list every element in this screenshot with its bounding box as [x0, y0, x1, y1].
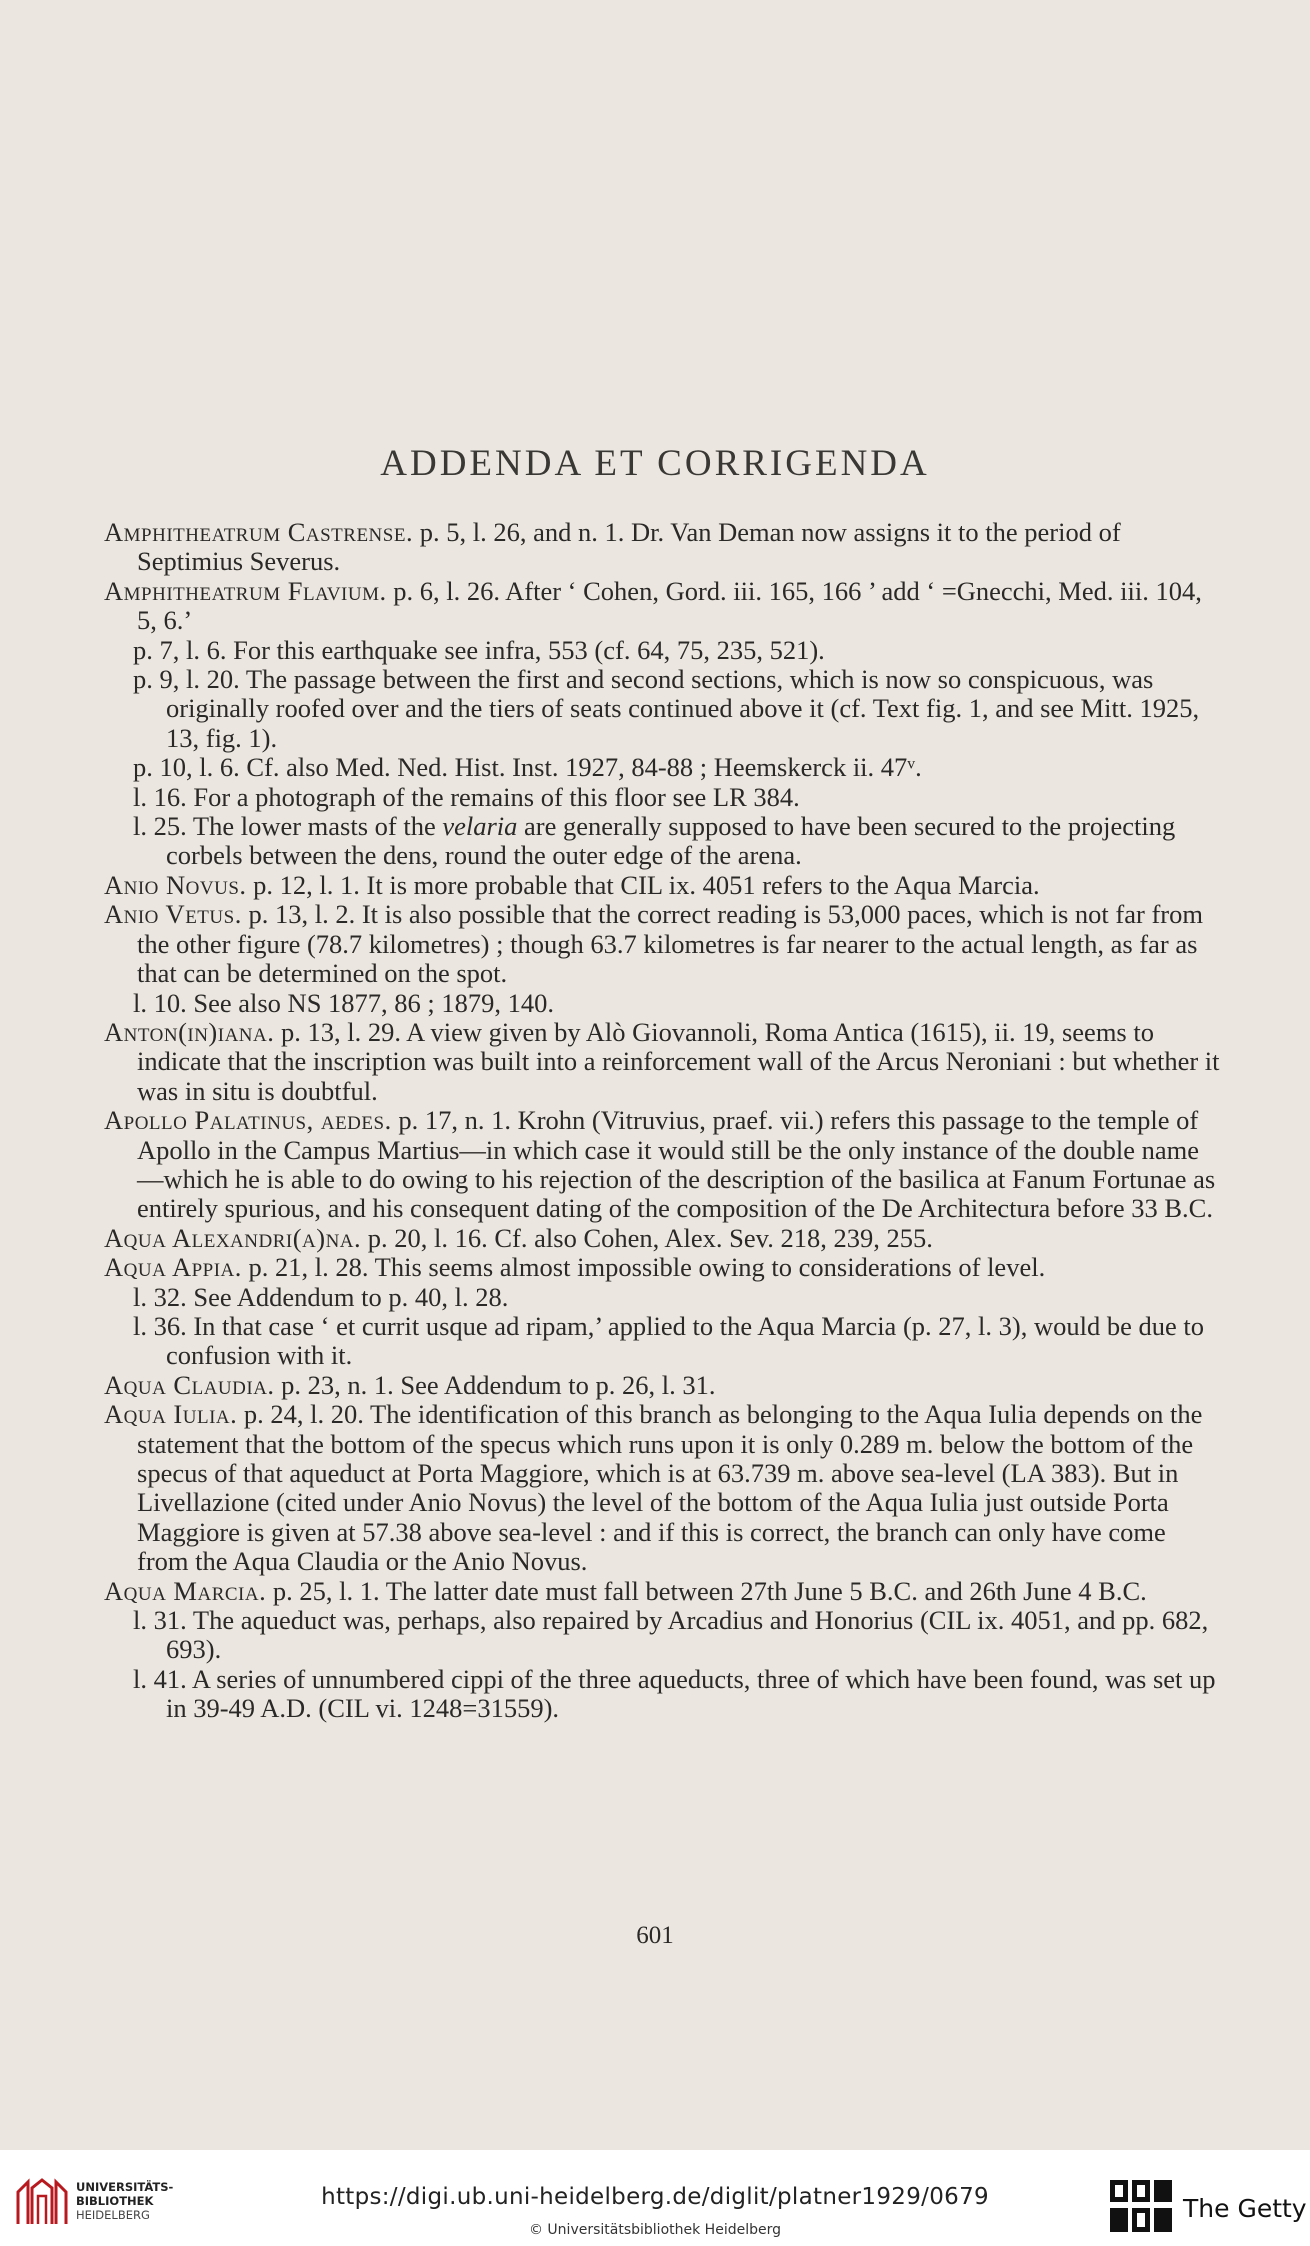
entry-lemma: Apollo Palatinus, aedes. — [104, 1105, 392, 1136]
entry-text: l. 32. See Addendum to p. 40, l. 28. — [133, 1281, 509, 1312]
addendum-entry — [104, 518, 1222, 577]
entry-text: p. 20, l. 16. Cf. also Cohen, Alex. Sev. 218, 239, 255. — [361, 1222, 933, 1253]
addendum-entry — [104, 1577, 1222, 1606]
addendum-subentry — [104, 783, 1222, 812]
addendum-entry — [104, 1224, 1222, 1253]
addendum-subentry — [104, 989, 1222, 1018]
footer-bar — [0, 2150, 1310, 2246]
entry-text: p. 10, l. 6. Cf. also Med. Ned. Hist. Inst. 1927, 84-88 ; Heemskerck ii. 47ᵛ. — [133, 752, 922, 783]
entry-text: p. 13, l. 29. A view given by Alò Giovannoli, Roma Antica (1615), ii. 19, seems to indicate that the inscription was built into a reinforcement wall of the Arcus Neroniani : but whether it was in situ is doubtful. — [137, 1016, 1220, 1106]
page-number: 601 — [636, 1922, 674, 1949]
entry-text: p. 7, l. 6. For this earthquake see infra, 553 (cf. 64, 75, 235, 521). — [133, 634, 825, 665]
entry-lemma: Anio Novus. — [104, 869, 247, 900]
addendum-subentry — [104, 636, 1222, 665]
addendum-subentry — [104, 1606, 1222, 1665]
getty-logo-icon — [1108, 2176, 1174, 2236]
entry-text: p. 13, l. 2. It is also possible that the correct reading is 53,000 paces, which is not far from the other figure (78.7 kilometres) ; though 63.7 kilometres is far nearer to the actual length, as far as that can be determined on the spot. — [137, 899, 1203, 989]
university-name: UNIVERSITÄTS- BIBLIOTHEK HEIDELBERG — [76, 2180, 174, 2222]
addendum-subentry — [104, 665, 1222, 753]
addendum-entry — [104, 1371, 1222, 1400]
entry-lemma: Anio Vetus. — [104, 899, 242, 930]
entry-text: p. 24, l. 20. The identification of this branch as belonging to the Aqua Iulia depends on the statement that the bottom of the specus which runs upon it is only 0.289 m. below the bottom of the specus of that aqueduct at Porta Maggiore, which is at 63.739 m. above sea-level (LA 383). But in Livellazione (cited under Anio Novus) the level of the bottom of the Aqua Iulia just outside Porta Maggiore is given at 57.38 above sea-level : and if this is correct, the branch can only have come from the Aqua Claudia or the Anio Novus. — [137, 1399, 1203, 1577]
addendum-subentry — [104, 812, 1222, 871]
entry-lemma: Amphitheatrum Flavium. — [104, 575, 387, 606]
entry-lemma: Anton(in)iana. — [104, 1016, 275, 1047]
entry-text: p. 9, l. 20. The passage between the first and second sections, which is now so conspicuous, was originally roofed over and the tiers of seats continued above it (cf. Text fig. 1, and see Mitt. 1925, 13, fig. 1). — [133, 664, 1200, 753]
entry-text: l. 36. In that case ‘ et currit usque ad ripam,’ applied to the Aqua Marcia (p. 27, l. 3), would be due to confusion with it. — [133, 1310, 1204, 1371]
entry-text: p. 12, l. 1. It is more probable that CIL ix. 4051 refers to the Aqua Marcia. — [246, 869, 1040, 900]
entry-text: l. 31. The aqueduct was, perhaps, also repaired by Arcadius and Honorius (CIL ix. 4051, and pp. 682, 693). — [133, 1605, 1209, 1665]
copyright-notice: © Universitätsbibliothek Heidelberg — [528, 2222, 781, 2238]
entry-text: l. 41. A series of unnumbered cippi of the three aqueducts, three of which have been found, was set up in 39-49 A.D. (CIL vi. 1248=31559). — [133, 1663, 1216, 1724]
source-url-link[interactable]: https://digi.ub.uni-heidelberg.de/diglit/platner1929/0679 — [321, 2184, 989, 2210]
entry-text: p. 25, l. 1. The latter date must fall between 27th June 5 B.C. and 26th June 4 B.C. — [266, 1575, 1147, 1606]
addendum-entry — [104, 1106, 1222, 1224]
addendum-subentry — [104, 1312, 1222, 1371]
entry-text: p. 5, l. 26, and n. 1. Dr. Van Deman now assigns it to the period of Septimius Severus. — [137, 517, 1121, 577]
addendum-entry — [104, 577, 1222, 636]
addendum-entry — [104, 871, 1222, 900]
entry-text: p. 23, n. 1. See Addendum to p. 26, l. 31. — [274, 1369, 716, 1400]
entry-text: p. 21, l. 28. This seems almost impossible owing to considerations of level. — [241, 1252, 1046, 1283]
entry-lemma: Aqua Iulia. — [104, 1399, 238, 1430]
addendum-entry — [104, 900, 1222, 988]
addendum-subentry — [104, 1665, 1222, 1724]
entry-lemma: Aqua Claudia. — [104, 1369, 275, 1400]
addendum-subentry — [104, 753, 1222, 782]
addenda-body — [104, 518, 1222, 1724]
entry-text: l. 16. For a photograph of the remains of this floor see LR 384. — [133, 781, 800, 812]
getty-label: The Getty — [1183, 2194, 1307, 2223]
entry-lemma: Aqua Marcia. — [104, 1575, 267, 1606]
entry-text: p. 17, n. 1. Krohn (Vitruvius, praef. vii.) refers this passage to the temple of Apollo in the Campus Martius—in which case it would still be the only instance of the double name—which he is able to do owing to his rejection of the description of the basilica at Fanum Fortunae as entirely spurious, and his consequent dating of the composition of the De Architectura before 33 B.C. — [137, 1105, 1216, 1224]
entry-lemma: Aqua Appia. — [104, 1252, 242, 1283]
page-heading: ADDENDA ET CORRIGENDA — [380, 443, 930, 484]
entry-text: l. 25. The lower masts of the — [133, 811, 443, 842]
entry-lemma: Amphitheatrum Castrense. — [104, 517, 414, 547]
entry-text: are generally supposed to have been secured to the projecting corbels between the dens, round the outer edge of the arena. — [166, 811, 1176, 871]
entry-text: l. 10. See also NS 1877, 86 ; 1879, 140. — [133, 987, 555, 1018]
addendum-subentry — [104, 1283, 1222, 1312]
entry-lemma: Aqua Alexandri(a)na. — [104, 1222, 362, 1253]
addendum-entry — [104, 1018, 1222, 1106]
entry-italic: velaria — [442, 811, 518, 842]
addendum-entry — [104, 1400, 1222, 1576]
entry-text: p. 6, l. 26. After ‘ Cohen, Gord. iii. 165, 166 ’ add ‘ =Gnecchi, Med. iii. 104, 5, 6.’ — [137, 575, 1202, 636]
addendum-entry — [104, 1253, 1222, 1282]
